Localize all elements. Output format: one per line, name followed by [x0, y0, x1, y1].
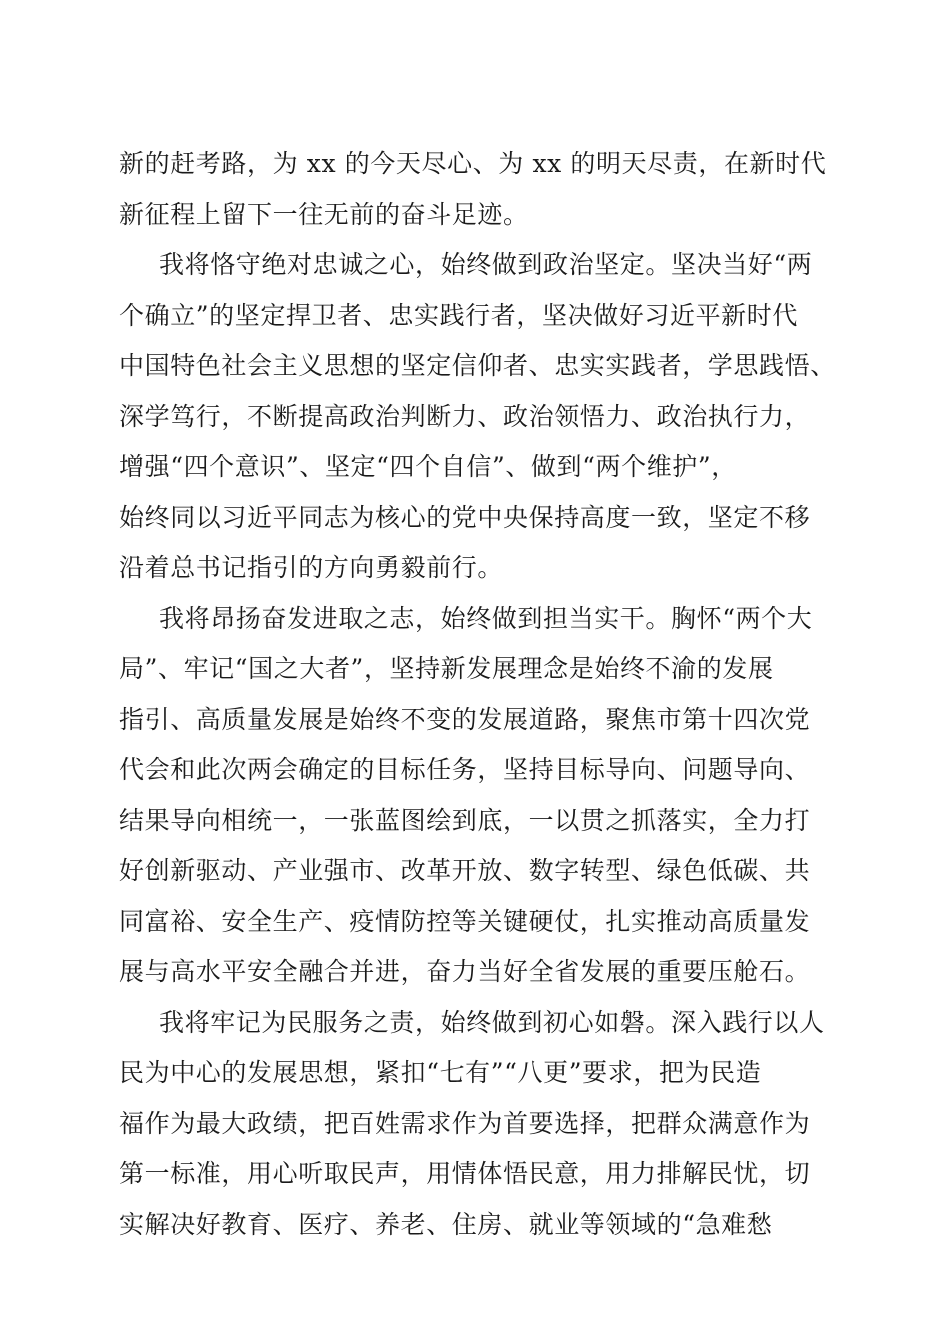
text-line: 实解决好教育、医疗、养老、住房、就业等领域的“急难愁 — [119, 1209, 773, 1239]
text-line: 始终同以习近平同志为核心的党中央保持高度一致，坚定不移 — [119, 502, 811, 532]
paragraph-start-line: 我将恪守绝对忠诚之心，始终做到政治坚定。坚决当好“两 — [159, 250, 813, 279]
text-line: 结果导向相统一，一张蓝图绘到底，一以贯之抓落实，全力打 — [119, 805, 811, 835]
text-line: 好创新驱动、产业强市、改革开放、数字转型、绿色低碳、共 — [119, 856, 811, 885]
text-line: 新的赶考路，为 xx 的今天尽心、为 xx 的明天尽责，在新时代 — [119, 149, 827, 178]
body-text — [119, 139, 836, 1250]
paragraph-start-line: 我将牢记为民服务之责，始终做到初心如磐。深入践行以人 — [159, 1007, 825, 1037]
paragraph-start-line: 我将昂扬奋发进取之志，始终做到担当实干。胸怀“两个大 — [159, 603, 813, 633]
text-line: 第一标准，用心听取民声，用情体悟民意，用力排解民忧，切 — [119, 1159, 811, 1188]
text-line: 展与高水平安全融合并进，奋力当好全省发展的重要压舱石。 — [119, 957, 811, 986]
text-line: 代会和此次两会确定的目标任务，坚持目标导向、问题导向、 — [119, 755, 811, 784]
text-line: 个确立”的坚定捍卫者、忠实践行者，坚决做好习近平新时代 — [119, 300, 798, 330]
text-line: 中国特色社会主义思想的坚定信仰者、忠实实践者，学思践悟、 — [119, 351, 836, 380]
text-line: 沿着总书记指引的方向勇毅前行。 — [119, 553, 504, 582]
text-line: 新征程上留下一往无前的奋斗足迹。 — [119, 199, 529, 229]
text-line: 福作为最大政绩，把百姓需求作为首要选择，把群众满意作为 — [119, 1108, 811, 1138]
text-line: 同富裕、安全生产、疫情防控等关键硬仗，扎实推动高质量发 — [119, 906, 811, 936]
text-line: 指引、高质量发展是始终不变的发展道路，聚焦市第十四次党 — [119, 704, 811, 734]
text-line: 增强“四个意识”、坚定“四个自信”、做到“两个维护”， — [119, 452, 737, 481]
text-line: 深学笃行，不断提高政治判断力、政治领悟力、政治执行力， — [119, 401, 811, 431]
text-line: 民为中心的发展思想，紧扣“七有”“八更”要求，把为民造 — [119, 1058, 762, 1087]
text-line: 局”、牢记“国之大者”，坚持新发展理念是始终不渝的发展 — [119, 654, 774, 683]
